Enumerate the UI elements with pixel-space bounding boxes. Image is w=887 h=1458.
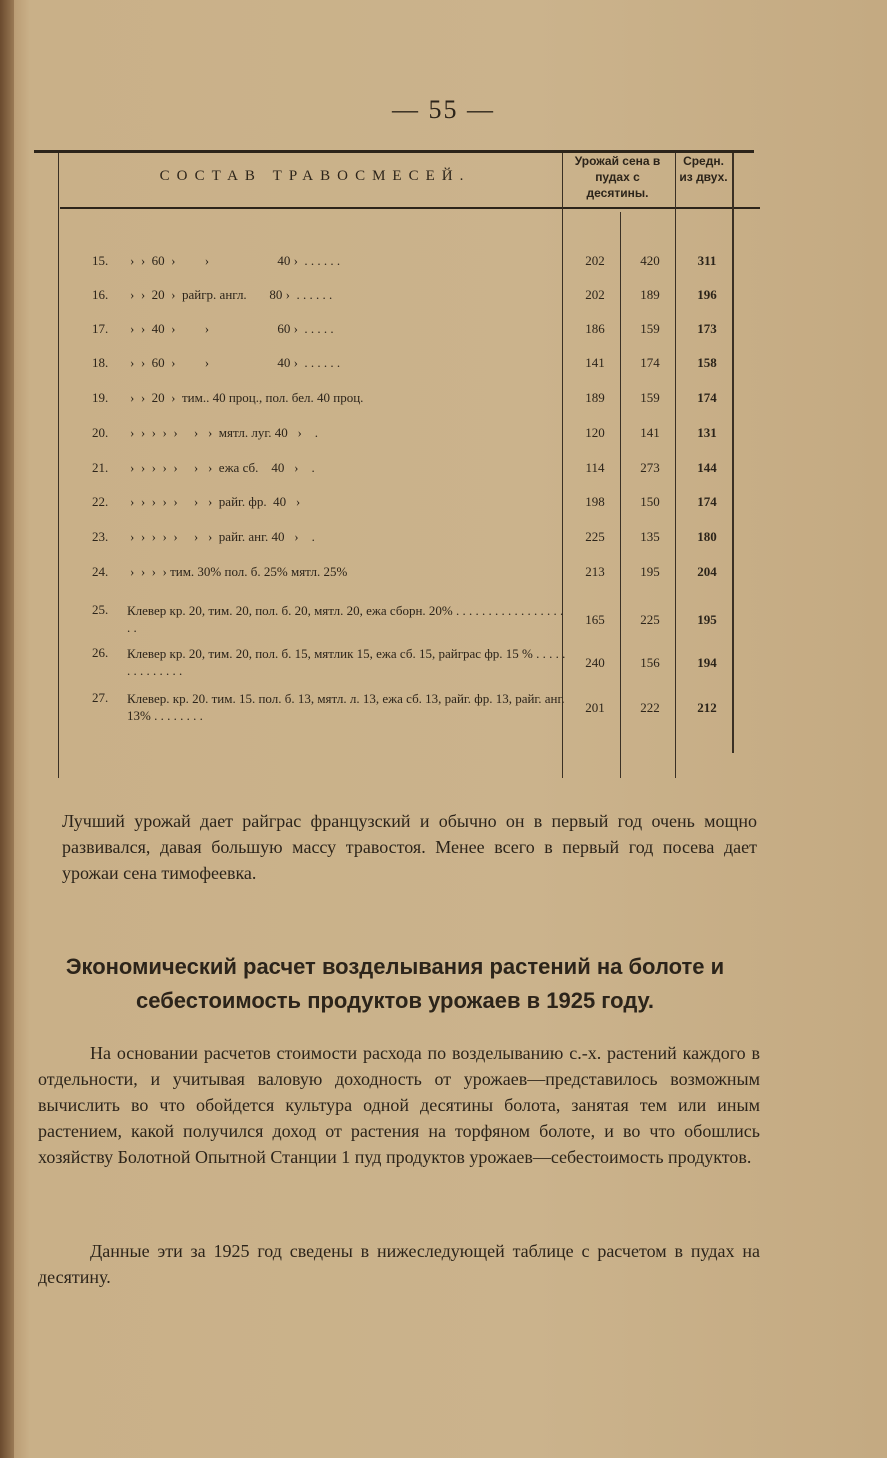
yield-average: 174 <box>697 390 717 405</box>
yield-average: 204 <box>697 564 717 579</box>
row-composition: › › › › › › › райг. анг. 40 › . <box>130 529 315 544</box>
column-divider <box>620 212 621 778</box>
column-divider <box>562 153 563 778</box>
row-number: 23. <box>92 529 109 544</box>
yield-year-1: 198 <box>585 494 605 509</box>
yield-average: 196 <box>697 287 717 302</box>
yield-year-2: 135 <box>640 529 660 544</box>
yield-year-2: 174 <box>640 355 660 370</box>
row-number: 16. <box>92 287 109 302</box>
row-composition: Клевер кр. 20, тим. 20, пол. б. 20, мятл. 20, ежа сборн. 20% . . . . . . . . . . . . . . . . . . . <box>127 603 564 635</box>
row-number: 17. <box>92 321 109 336</box>
yield-year-1: 120 <box>585 425 605 440</box>
row-number: 26. <box>92 645 109 660</box>
row-number: 19. <box>92 390 109 405</box>
yield-year-2: 222 <box>640 700 660 715</box>
yield-year-1: 225 <box>585 529 605 544</box>
yield-year-2: 150 <box>640 494 660 509</box>
row-composition: › › 60 › › 40 › . . . . . . <box>130 253 341 268</box>
header-yield: Урожай сена в пудах с десятины. <box>574 154 661 200</box>
row-number: 15. <box>92 253 109 268</box>
yield-year-2: 420 <box>640 253 660 268</box>
yield-year-1: 141 <box>585 355 605 370</box>
yield-year-1: 240 <box>585 655 605 670</box>
row-number: 20. <box>92 425 109 440</box>
yield-year-1: 189 <box>585 390 605 405</box>
paragraph-best-yield: Лучший урожай дает райграс французский и обычно он в первый год очень мощно развивался, давая большую массу травостоя. Менее всего в первый год посева дает урожаи сена тимофеевка. <box>62 811 757 883</box>
yield-average: 173 <box>697 321 717 336</box>
yield-average: 194 <box>697 655 717 670</box>
row-composition: › › 60 › › 40 › . . . . . . <box>130 355 341 370</box>
row-composition: › › 20 › райгр. англ. 80 › . . . . . . <box>130 287 333 302</box>
row-composition: Клевер. кр. 20. тим. 15. пол. б. 13, мятл. л. 13, ежа сб. 13, райг. фр. 13, райг. анг. 13% . . . . . . . . <box>127 691 565 723</box>
yield-year-1: 165 <box>585 612 605 627</box>
column-divider <box>675 153 676 778</box>
header-average: Средн. из двух. <box>679 154 728 184</box>
row-number: 25. <box>92 602 109 617</box>
yield-year-2: 156 <box>640 655 660 670</box>
yield-year-2: 273 <box>640 460 660 475</box>
section-heading: Экономический расчет возделывания растений на болоте и себестоимость продуктов урожаев в 1925 году. <box>65 954 725 1013</box>
row-composition: › › 20 › тим.. 40 проц., пол. бел. 40 проц. <box>130 390 364 405</box>
yield-average: 158 <box>697 355 717 370</box>
yield-average: 195 <box>697 612 717 627</box>
row-number: 24. <box>92 564 109 579</box>
left-border <box>58 153 59 778</box>
yield-year-2: 195 <box>640 564 660 579</box>
row-number: 18. <box>92 355 109 370</box>
right-border <box>732 153 734 753</box>
yield-average: 212 <box>697 700 717 715</box>
header-rule <box>60 207 760 209</box>
yield-average: 174 <box>697 494 717 509</box>
yield-year-2: 159 <box>640 390 660 405</box>
header-composition: СОСТАВ ТРАВОСМЕСЕЙ. <box>159 168 471 184</box>
yield-average: 180 <box>697 529 717 544</box>
row-composition: › › › › › › › мятл. луг. 40 › . <box>130 425 319 440</box>
yield-year-1: 213 <box>585 564 605 579</box>
yield-year-1: 114 <box>585 460 605 475</box>
yield-average: 311 <box>697 253 717 268</box>
yield-year-2: 159 <box>640 321 660 336</box>
row-composition: › › › › › › › райг. фр. 40 › <box>130 494 301 509</box>
row-composition: › › › › тим. 30% пол. б. 25% мятл. 25% <box>130 564 348 579</box>
grass-mixture-table <box>30 150 755 780</box>
yield-year-2: 225 <box>640 612 660 627</box>
row-number: 27. <box>92 690 109 705</box>
row-number: 22. <box>92 494 109 509</box>
yield-average: 144 <box>697 460 717 475</box>
yield-year-2: 141 <box>640 425 660 440</box>
paragraph-data-note: Данные эти за 1925 год сведены в нижеследующей таблице с расчетом в пудах на десятину. <box>38 1241 760 1287</box>
yield-year-1: 202 <box>585 287 605 302</box>
row-composition: › › › › › › › ежа сб. 40 › . <box>130 460 315 475</box>
row-composition: › › 40 › › 60 › . . . . . <box>130 321 334 336</box>
book-spine-edge <box>0 0 14 1458</box>
row-number: 21. <box>92 460 109 475</box>
yield-year-1: 201 <box>585 700 605 715</box>
yield-year-1: 186 <box>585 321 605 336</box>
row-composition: Клевер кр. 20, тим. 20, пол. б. 15, мятлик 15, ежа сб. 15, райграс фр. 15 % . . . . . . . . . . . . . . <box>127 646 566 678</box>
page-number: — 55 — <box>392 95 495 124</box>
yield-average: 131 <box>697 425 717 440</box>
yield-year-1: 202 <box>585 253 605 268</box>
paragraph-calculation: На основании расчетов стоимости расхода по возделыванию с.-х. растений каждого в отдельности, и учитывая валовую доходность от урожаев—представилось возможным вычислить во что обойдется культура одной десятины болота, занятая тем или иным растением, какой получился доход от растения на торфяном болоте, и во что обошлись хозяйству Болотной Опытной Станции 1 пуд продуктов урожаев—себестоимость продуктов. <box>38 1043 760 1167</box>
yield-year-2: 189 <box>640 287 660 302</box>
